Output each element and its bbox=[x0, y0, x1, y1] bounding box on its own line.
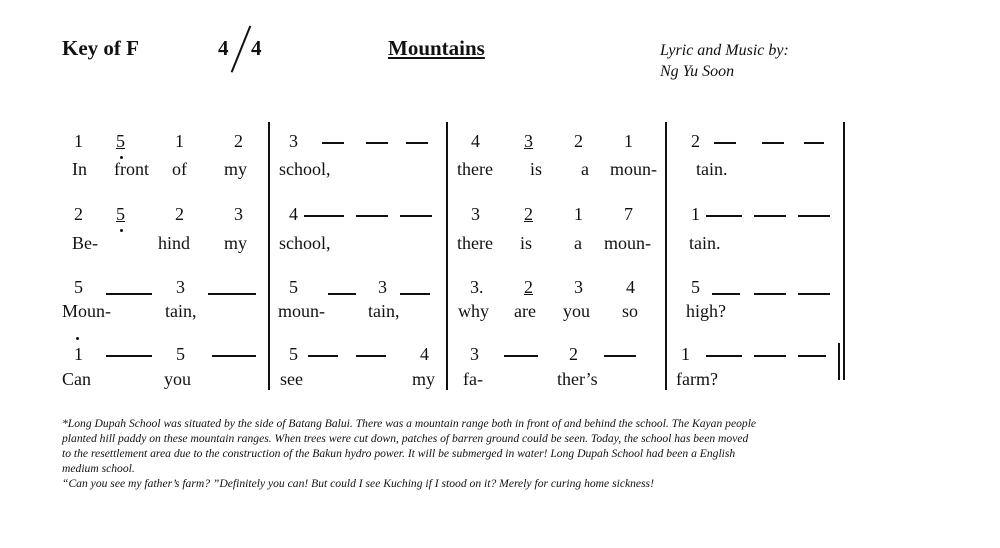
note: 1 bbox=[624, 131, 633, 151]
lyric: tain. bbox=[689, 233, 721, 253]
sustain-dash bbox=[712, 293, 740, 295]
note: 5 bbox=[289, 277, 298, 297]
note: 3 bbox=[471, 204, 480, 224]
lyric: you bbox=[164, 369, 191, 389]
sustain-dash bbox=[604, 355, 636, 357]
note: 5 bbox=[176, 344, 185, 364]
note: 3 bbox=[176, 277, 185, 297]
lyric: moun- bbox=[604, 233, 651, 253]
sustain-dash bbox=[328, 293, 356, 295]
sustain-dash bbox=[754, 355, 786, 357]
sustain-dash bbox=[754, 215, 786, 217]
sustain-dash bbox=[208, 293, 256, 295]
sustain-dash bbox=[106, 355, 152, 357]
lyric: see bbox=[280, 369, 303, 389]
note: 7 bbox=[624, 204, 633, 224]
bar-line bbox=[843, 122, 845, 380]
note: 5 bbox=[289, 344, 298, 364]
lyric: my bbox=[412, 369, 436, 389]
lyric: my bbox=[224, 233, 248, 253]
sustain-dash bbox=[106, 293, 152, 295]
lyric: school, bbox=[279, 233, 331, 253]
note: 5 bbox=[691, 277, 700, 297]
note: 2 bbox=[74, 204, 83, 224]
sustain-dash bbox=[304, 215, 344, 217]
sustain-dash bbox=[798, 215, 830, 217]
lyric: moun- bbox=[278, 301, 325, 321]
octave-dot-below bbox=[120, 229, 123, 232]
sustain-dash bbox=[366, 142, 388, 144]
note: 4 bbox=[471, 131, 480, 151]
sustain-dash bbox=[754, 293, 786, 295]
sustain-dash bbox=[356, 355, 386, 357]
sustain-dash bbox=[798, 355, 826, 357]
lyric: hind bbox=[158, 233, 191, 253]
bar-line bbox=[665, 122, 667, 390]
sustain-dash bbox=[762, 142, 784, 144]
note: 1 bbox=[74, 131, 83, 151]
lyric: high? bbox=[686, 301, 726, 321]
note: 5 bbox=[74, 277, 83, 297]
lyric: a bbox=[574, 233, 582, 253]
lyric: are bbox=[514, 301, 536, 321]
sustain-dash bbox=[322, 142, 344, 144]
lyric: Be- bbox=[72, 233, 98, 253]
lyric: is bbox=[520, 233, 533, 253]
lyric: tain, bbox=[368, 301, 400, 321]
credit-line-1: Lyric and Music by: bbox=[660, 42, 789, 59]
note: 4 bbox=[626, 277, 635, 297]
note: 2 bbox=[569, 344, 578, 364]
note: 1 bbox=[574, 204, 583, 224]
sustain-dash bbox=[798, 293, 830, 295]
lyric: a bbox=[581, 159, 589, 179]
note: 1 bbox=[691, 204, 700, 224]
note: 3. bbox=[470, 277, 484, 297]
footnote bbox=[62, 416, 882, 491]
credit-line-2: Ng Yu Soon bbox=[660, 63, 735, 80]
lyric: of bbox=[172, 159, 187, 179]
time-signature bbox=[218, 24, 268, 76]
lyric: there bbox=[457, 159, 493, 179]
note: 2 bbox=[524, 204, 533, 224]
note: 1 bbox=[175, 131, 184, 151]
sustain-dash bbox=[706, 355, 742, 357]
note: 3 bbox=[378, 277, 387, 297]
note: 4 bbox=[289, 204, 298, 224]
note: 2 bbox=[234, 131, 243, 151]
lyric: school, bbox=[279, 159, 331, 179]
lyric: so bbox=[622, 301, 639, 321]
lyric: you bbox=[563, 301, 590, 321]
sustain-dash bbox=[400, 215, 432, 217]
note: 3 bbox=[234, 204, 243, 224]
lyric: fa- bbox=[463, 369, 483, 389]
lyric: tain. bbox=[696, 159, 728, 179]
lyric: Moun- bbox=[62, 301, 111, 321]
sustain-dash bbox=[212, 355, 256, 357]
sustain-dash bbox=[504, 355, 538, 357]
lyric: front bbox=[114, 159, 149, 179]
lyric: my bbox=[224, 159, 248, 179]
lyric: why bbox=[458, 301, 489, 321]
lyric: Can bbox=[62, 369, 91, 389]
lyric: ther’s bbox=[557, 369, 598, 389]
sustain-dash bbox=[406, 142, 428, 144]
note: 2 bbox=[175, 204, 184, 224]
sustain-dash bbox=[706, 215, 742, 217]
key-signature: Key of F bbox=[62, 36, 139, 60]
sustain-dash bbox=[308, 355, 338, 357]
note: 2 bbox=[691, 131, 700, 151]
sustain-dash bbox=[356, 215, 388, 217]
lyric: farm? bbox=[676, 369, 718, 389]
lyric: there bbox=[457, 233, 493, 253]
note: 3 bbox=[524, 131, 533, 151]
note: 3 bbox=[289, 131, 298, 151]
note: 1 bbox=[681, 344, 690, 364]
footnote-line: to the resettlement area due to the construction of the Bakun hydro power. It will be submerged in water! Long Dupah School had been a English bbox=[62, 447, 736, 460]
lyric: moun- bbox=[610, 159, 657, 179]
credits bbox=[660, 40, 789, 82]
song-title: Mountains bbox=[388, 36, 485, 60]
note: 5 bbox=[116, 131, 125, 151]
bar-line bbox=[268, 122, 270, 390]
time-signature-bottom: 4 bbox=[251, 36, 262, 60]
note: 3 bbox=[574, 277, 583, 297]
footnote-line: planted hill paddy on these mountain ranges. When trees were cut down, patches of barren ground could be seen. Today, the school has been moved bbox=[62, 432, 749, 445]
lyric: is bbox=[530, 159, 543, 179]
note: 2 bbox=[574, 131, 583, 151]
footnote-line: medium school. bbox=[62, 462, 135, 475]
time-signature-slash bbox=[231, 26, 251, 73]
note: 4 bbox=[420, 344, 429, 364]
bar-line bbox=[446, 122, 448, 390]
note: 1 bbox=[74, 344, 83, 364]
final-bar-line bbox=[838, 343, 840, 380]
footnote-line: *Long Dupah School was situated by the side of Batang Balui. There was a mountain range both in front of and behind the school. The Kayan people bbox=[62, 417, 757, 430]
octave-dot-above bbox=[76, 337, 79, 340]
sustain-dash bbox=[400, 293, 430, 295]
note: 2 bbox=[524, 277, 533, 297]
footnote-line: “Can you see my father’s farm? ”Definitely you can! But could I see Kuching if I stood on it? Merely for curing home sickness! bbox=[62, 477, 654, 490]
lyric: tain, bbox=[165, 301, 197, 321]
lyric: In bbox=[72, 159, 87, 179]
sustain-dash bbox=[714, 142, 736, 144]
note: 3 bbox=[470, 344, 479, 364]
note: 5 bbox=[116, 204, 125, 224]
time-signature-top: 4 bbox=[218, 36, 229, 60]
sustain-dash bbox=[804, 142, 824, 144]
